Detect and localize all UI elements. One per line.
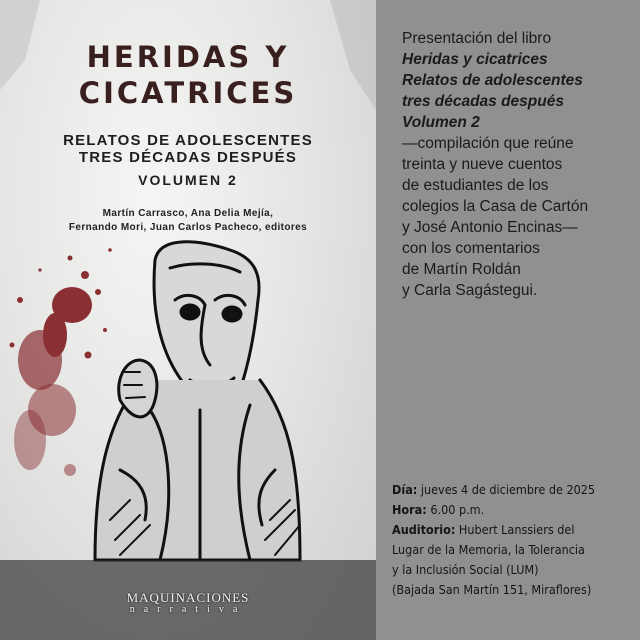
- blood-splatter: [10, 248, 112, 476]
- day-label: Día:: [392, 482, 418, 497]
- description-line: y José Antonio Encinas—: [402, 219, 578, 236]
- description-line: treinta y nueve cuentos: [402, 156, 563, 173]
- event-time: [392, 500, 638, 520]
- book-volume-line: Volumen 2: [402, 114, 480, 131]
- intro-line: Presentación del libro: [402, 30, 552, 47]
- venue-label: Auditorio:: [392, 522, 456, 537]
- description-line: con los comentarios: [402, 240, 540, 257]
- description-line: —compilación que reúne: [402, 135, 574, 152]
- publisher-logo: [0, 590, 376, 615]
- time-label: Hora:: [392, 502, 427, 517]
- description-line: y Carla Sagástegui.: [402, 282, 538, 299]
- event-day: [392, 480, 638, 500]
- cover-title-line2: CICATRICES: [78, 76, 298, 110]
- ink-figure: [95, 242, 300, 560]
- time-value: 6.00 p.m.: [430, 502, 485, 517]
- description-line: de Martín Roldán: [402, 261, 521, 278]
- cover-volume: VOLUMEN 2: [138, 172, 238, 188]
- book-subtitle-line: tres décadas después: [402, 93, 564, 110]
- event-venue: [392, 520, 638, 540]
- info-panel: [376, 0, 640, 640]
- cover-editors-line2: Fernando Mori, Juan Carlos Pacheco, editores: [68, 222, 308, 233]
- book-presentation-text: [402, 28, 634, 301]
- day-value: jueves 4 de diciembre de 2025: [420, 482, 596, 497]
- cover-subtitle-line2: TRES DÉCADAS DESPUÉS: [78, 149, 298, 166]
- book-subtitle-line: Relatos de adolescentes: [402, 72, 583, 89]
- cover-title-line1: HERIDAS Y: [86, 40, 290, 74]
- description-line: colegios la Casa de Cartón: [402, 198, 589, 215]
- venue-address: (Bajada San Martín 151, Miraflores): [392, 582, 592, 597]
- publisher-imprint: narrativa: [129, 604, 247, 615]
- description-line: de estudiantes de los: [402, 177, 549, 194]
- book-title-line: Heridas y cicatrices: [402, 51, 548, 68]
- cover-editors-line1: Martín Carrasco, Ana Delia Mejía,: [102, 208, 274, 219]
- publisher-name: MAQUINACIONES: [126, 590, 250, 605]
- venue-line: y la Inclusión Social (LUM): [392, 562, 539, 577]
- venue-value: Hubert Lanssiers del: [458, 522, 575, 537]
- event-details: [392, 480, 638, 600]
- venue-line: Lugar de la Memoria, la Tolerancia: [392, 542, 585, 557]
- cover-subtitle-line1: RELATOS DE ADOLESCENTES: [63, 132, 313, 149]
